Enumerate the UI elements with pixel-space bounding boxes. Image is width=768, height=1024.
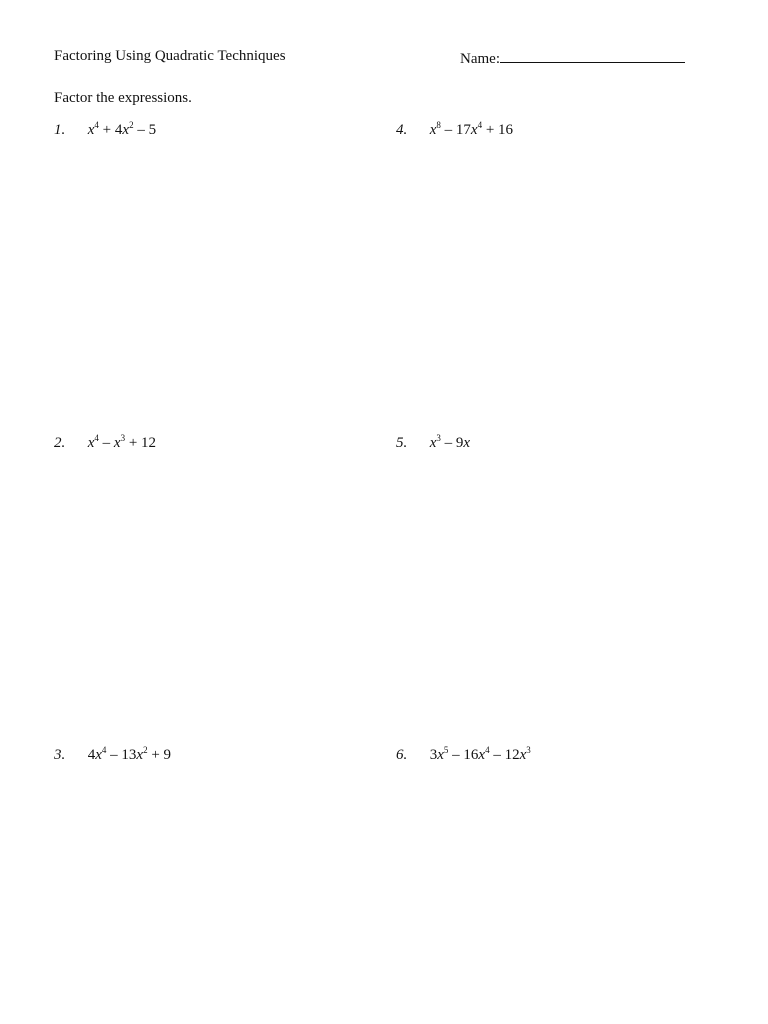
name-label: Name: [460, 51, 500, 67]
exponent: 4 [477, 120, 483, 130]
problem-5 [396, 435, 470, 452]
problem-expression: $x^8 - 17x^4 + 16$ [429, 120, 514, 138]
name-blank-line[interactable] [500, 48, 685, 63]
problem-2 [54, 435, 156, 452]
variable-x: x [463, 435, 471, 451]
problem-expression: $3x^5 - 16x^4 - 12x^3$ [429, 745, 531, 763]
variable-x: x [87, 435, 95, 451]
exponent: 2 [143, 745, 148, 755]
problem-3 [54, 747, 171, 764]
exponent: 2 [129, 120, 134, 130]
variable-x: x [136, 747, 144, 763]
variable-x: x [113, 435, 121, 451]
exponent: 3 [436, 433, 441, 443]
exponent: 3 [526, 745, 531, 755]
variable-x: x [429, 435, 437, 451]
variable-x: x [95, 747, 102, 763]
variable-x: x [437, 747, 444, 763]
exponent: 4 [94, 120, 99, 130]
exponent: 4 [94, 433, 99, 443]
instructions: Factor the expressions. [54, 90, 192, 106]
exponent: 5 [443, 745, 449, 755]
exponent: 4 [485, 745, 490, 755]
variable-x: x [470, 122, 478, 138]
problem-number: 1. [54, 122, 66, 138]
problem-number: 5. [396, 435, 408, 451]
exponent: 8 [436, 120, 441, 130]
worksheet-title: Factoring Using Quadratic Techniques [54, 48, 286, 64]
problem-6 [396, 747, 531, 764]
variable-x: x [519, 747, 527, 763]
problem-expression: $x^3 - 9x$ [429, 433, 471, 451]
exponent: 3 [120, 433, 126, 443]
problem-number: 6. [396, 747, 408, 763]
problem-number: 3. [54, 747, 66, 763]
variable-x: x [87, 122, 95, 138]
exponent: 4 [101, 745, 107, 755]
problem-4 [396, 122, 513, 139]
problem-expression: $x^4 + 4x^2 - 5$ [87, 120, 157, 138]
problem-number: 2. [54, 435, 66, 451]
problem-expression: $4x^4 - 13x^2 + 9$ [87, 745, 172, 763]
variable-x: x [429, 122, 437, 138]
problem-1 [54, 122, 156, 139]
variable-x: x [122, 122, 130, 138]
name-field[interactable] [460, 48, 685, 68]
problem-number: 4. [396, 122, 408, 138]
variable-x: x [478, 747, 486, 763]
problem-expression: $x^4 - x^3 + 12$ [87, 433, 157, 451]
